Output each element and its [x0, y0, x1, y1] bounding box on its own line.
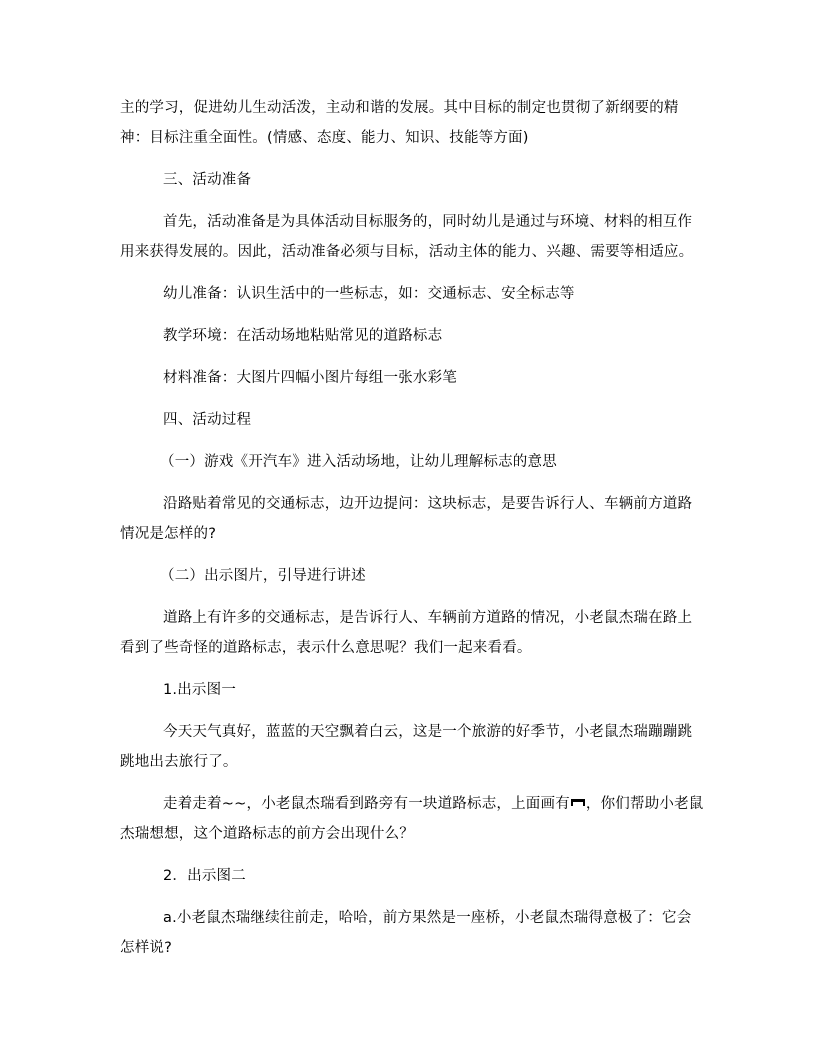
step-one-title: （一）游戏《开汽车》进入活动场地，让幼儿理解标志的意思 — [160, 454, 557, 470]
paragraph-goals-line-1: 主的学习，促进幼儿生动活泼，主动和谐的发展。其中目标的制定也贯彻了新纲要的精 — [120, 100, 679, 116]
paragraph-preparation-line-2: 用来获得发展的。因此，活动准备必须与目标，活动主体的能力、兴趣、需要等相适应。 — [120, 244, 694, 260]
material-preparation-item: 材料准备：大图片四幅小图片每组一张水彩笔 — [163, 370, 457, 386]
paragraph-game-line-2: 情况是怎样的? — [120, 526, 217, 542]
paragraph-game-line-1: 沿路贴着常见的交通标志，边开边提问：这块标志，是要告诉行人、车辆前方道路 — [163, 496, 693, 512]
paragraph-preparation-line-1: 首先，活动准备是为具体活动目标服务的，同时幼儿是通过与环境、材料的相互作 — [163, 214, 693, 230]
road-sign-text-after: ，你们帮助小老鼠 — [585, 796, 704, 812]
paragraph-weather-line-2: 跳地出去旅行了。 — [120, 754, 238, 770]
paragraph-signs-line-1: 道路上有许多的交通标志，是告诉行人、车辆前方道路的情况，小老鼠杰瑞在路上 — [163, 610, 693, 626]
figure-two-heading: 2．出示图二 — [163, 868, 246, 884]
paragraph-road-sign-line-2: 杰瑞想想，这个道路标志的前方会出现什么？ — [120, 826, 414, 842]
paragraph-goals-line-2: 神：目标注重全面性。(情感、态度、能力、知识、技能等方面) — [120, 130, 529, 146]
paragraph-weather-line-1: 今天天气真好，蓝蓝的天空飘着白云，这是一个旅游的好季节，小老鼠杰瑞蹦蹦跳 — [163, 724, 693, 740]
child-preparation-item: 幼儿准备：认识生活中的一些标志，如：交通标志、安全标志等 — [163, 286, 575, 302]
section-heading-process: 四、活动过程 — [163, 412, 252, 428]
section-heading-preparation: 三、活动准备 — [163, 172, 252, 188]
road-sign-text-before: 走着走着~~，小老鼠杰瑞看到路旁有一块道路标志，上面画有 — [163, 796, 570, 812]
step-two-title: （二）出示图片，引导进行讲述 — [160, 568, 366, 584]
paragraph-signs-line-2: 看到了些奇怪的道路标志，表示什么意思呢？我们一起来看看。 — [120, 640, 532, 656]
bridge-sign-icon — [571, 799, 585, 806]
teaching-environment-item: 教学环境：在活动场地粘贴常见的道路标志 — [163, 328, 443, 344]
figure-one-heading: 1.出示图一 — [163, 682, 237, 698]
paragraph-bridge-line-2: 怎样说? — [120, 940, 172, 956]
paragraph-road-sign-line-1 — [163, 794, 704, 814]
paragraph-bridge-line-1: a.小老鼠杰瑞继续往前走，哈哈，前方果然是一座桥，小老鼠杰瑞得意极了：它会 — [163, 910, 692, 926]
